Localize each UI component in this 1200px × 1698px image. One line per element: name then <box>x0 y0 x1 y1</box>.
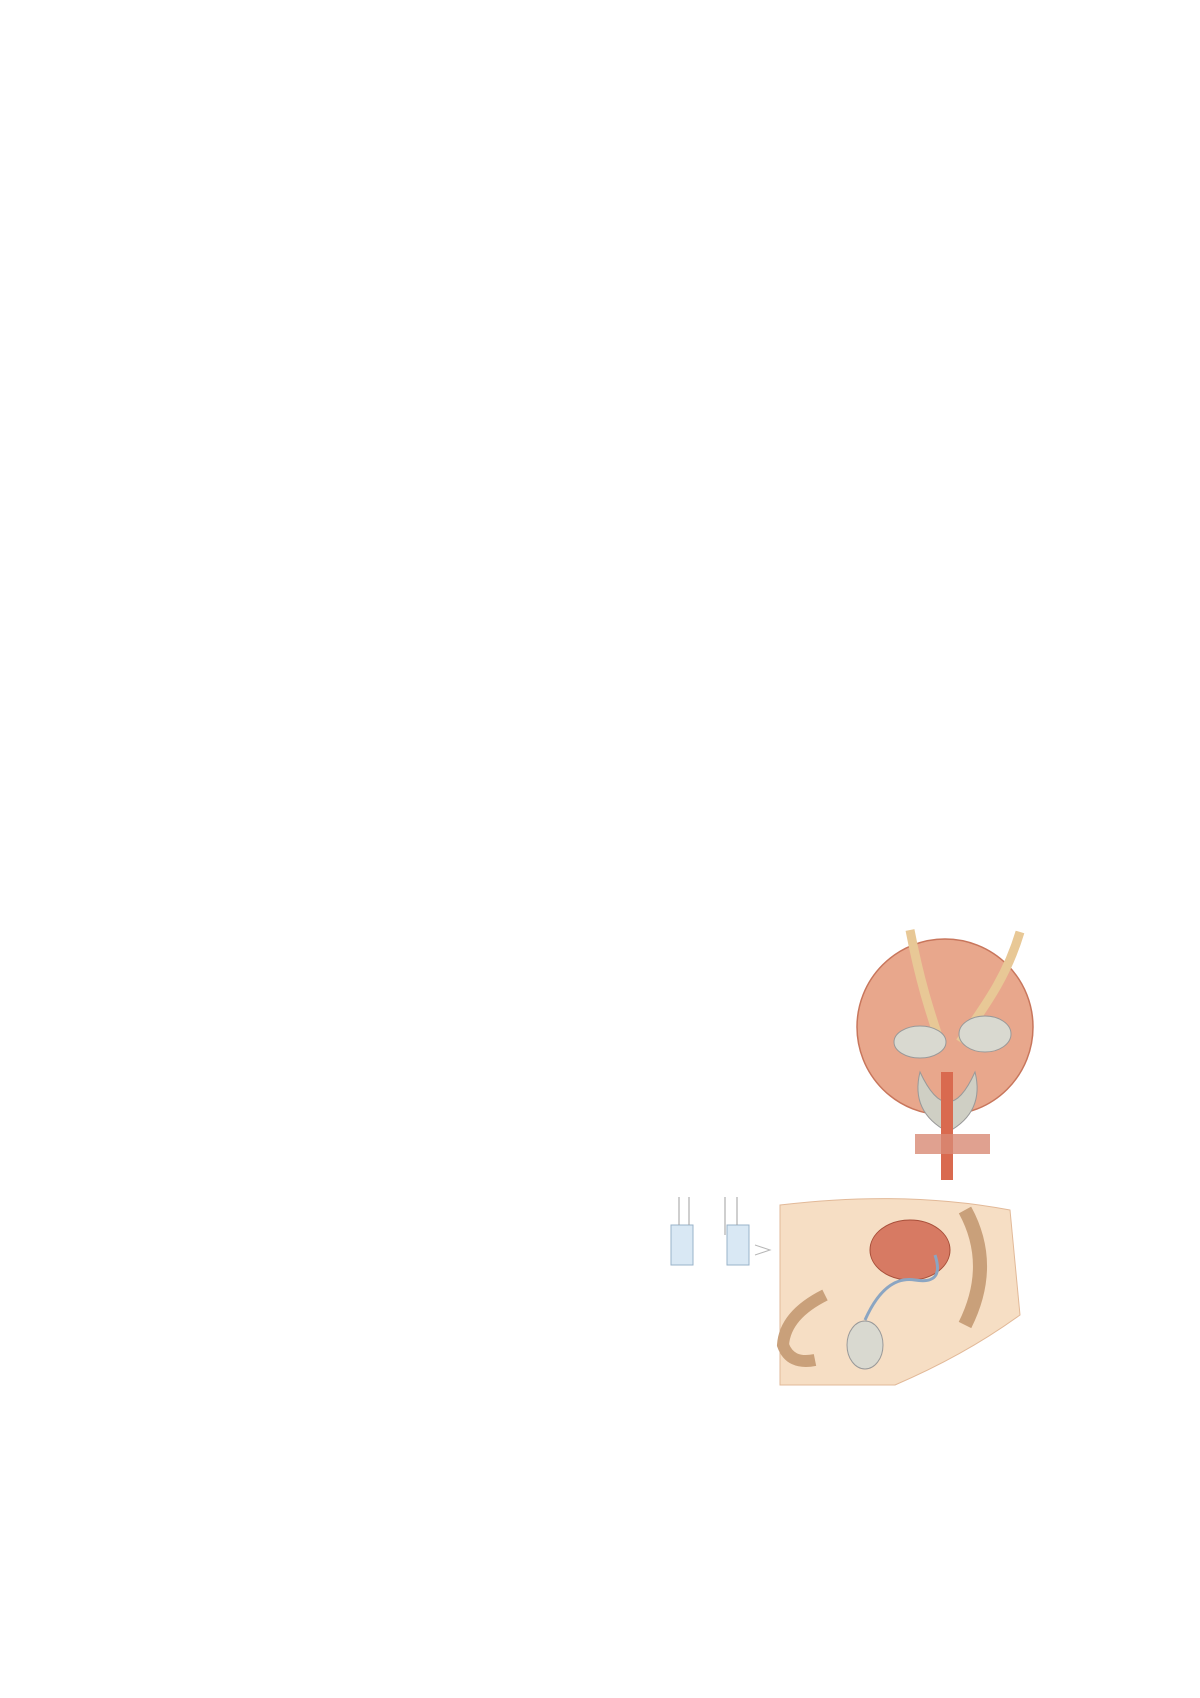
figure-prostate-frontal <box>770 922 1070 1190</box>
seminal-vesicle-left <box>894 1026 946 1058</box>
urethra-shape <box>941 1072 953 1180</box>
testis-shape <box>847 1321 883 1369</box>
figure-sagittal <box>665 1195 1085 1390</box>
seminal-vesicle-right <box>959 1016 1011 1052</box>
mini-sketch <box>671 1197 770 1265</box>
pelvic-floor <box>915 1134 990 1154</box>
